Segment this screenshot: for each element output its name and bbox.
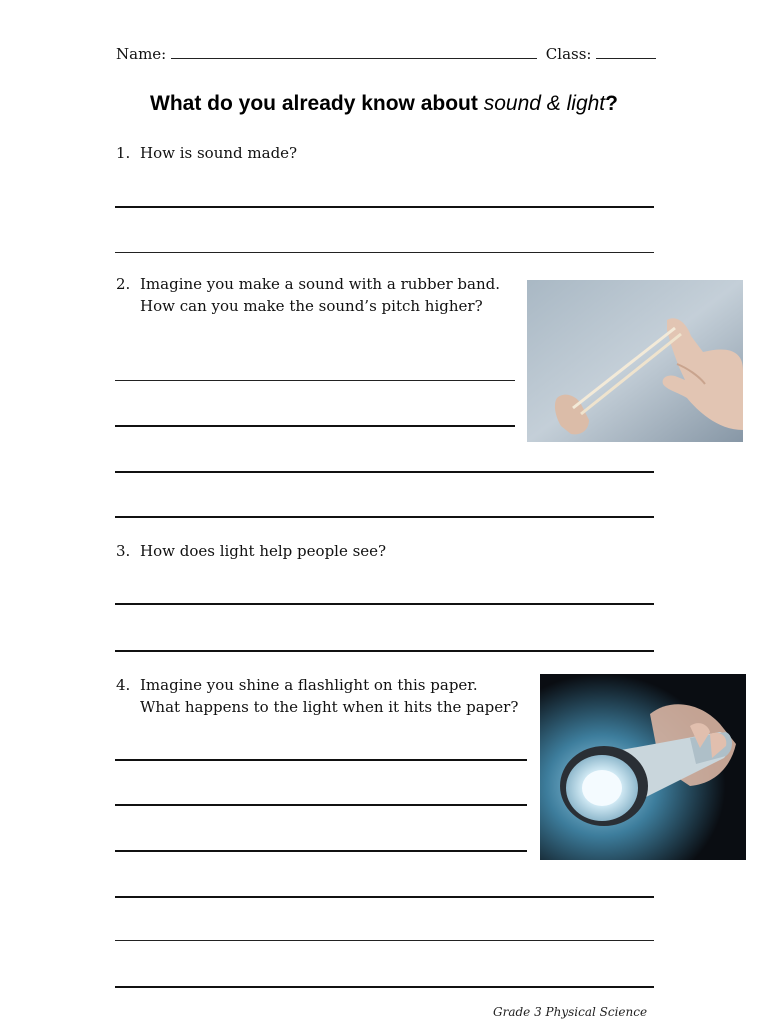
answer-line[interactable]: [115, 759, 527, 761]
footer-text: Grade 3 Physical Science: [493, 1005, 648, 1019]
answer-line[interactable]: [115, 516, 654, 518]
name-field-line[interactable]: [171, 44, 537, 59]
flashlight-image: [540, 674, 746, 860]
question-number: 3.: [116, 542, 131, 560]
question-text: Imagine you shine a flashlight on this paper.: [140, 676, 478, 694]
question-3: [116, 540, 386, 562]
answer-line[interactable]: [115, 804, 527, 806]
header-row: [116, 44, 656, 63]
question-text: How is sound made?: [140, 144, 298, 162]
rubber-band-photo: [527, 280, 743, 442]
answer-line[interactable]: [115, 940, 654, 941]
question-4: [116, 674, 518, 718]
title-suffix: ?: [605, 92, 618, 115]
question-1: [116, 142, 297, 164]
question-text: How can you make the sound’s pitch higher?: [140, 297, 483, 315]
answer-line[interactable]: [115, 471, 654, 473]
flashlight-photo: [540, 674, 746, 860]
question-number: 2.: [116, 275, 131, 293]
title-italic: sound & light: [483, 92, 606, 115]
question-number: 1.: [116, 144, 131, 162]
class-field-line[interactable]: [596, 44, 656, 59]
question-text: Imagine you make a sound with a rubber band.: [140, 275, 500, 293]
page-title: [0, 92, 768, 116]
answer-line[interactable]: [115, 650, 654, 652]
title-prefix: What do you already know about: [150, 92, 484, 115]
answer-line[interactable]: [115, 986, 654, 988]
answer-line[interactable]: [115, 425, 515, 427]
class-label: Class:: [545, 45, 592, 63]
question-2: [116, 273, 500, 317]
answer-line[interactable]: [115, 896, 654, 898]
question-text: How does light help people see?: [140, 542, 387, 560]
answer-line[interactable]: [115, 850, 527, 852]
answer-line[interactable]: [115, 206, 654, 208]
answer-line[interactable]: [115, 252, 654, 253]
answer-line[interactable]: [115, 603, 654, 605]
question-number: 4.: [116, 676, 131, 694]
answer-line[interactable]: [115, 380, 515, 381]
question-text: What happens to the light when it hits the paper?: [140, 698, 519, 716]
rubber-band-image: [527, 280, 743, 442]
name-label: Name:: [116, 45, 167, 63]
